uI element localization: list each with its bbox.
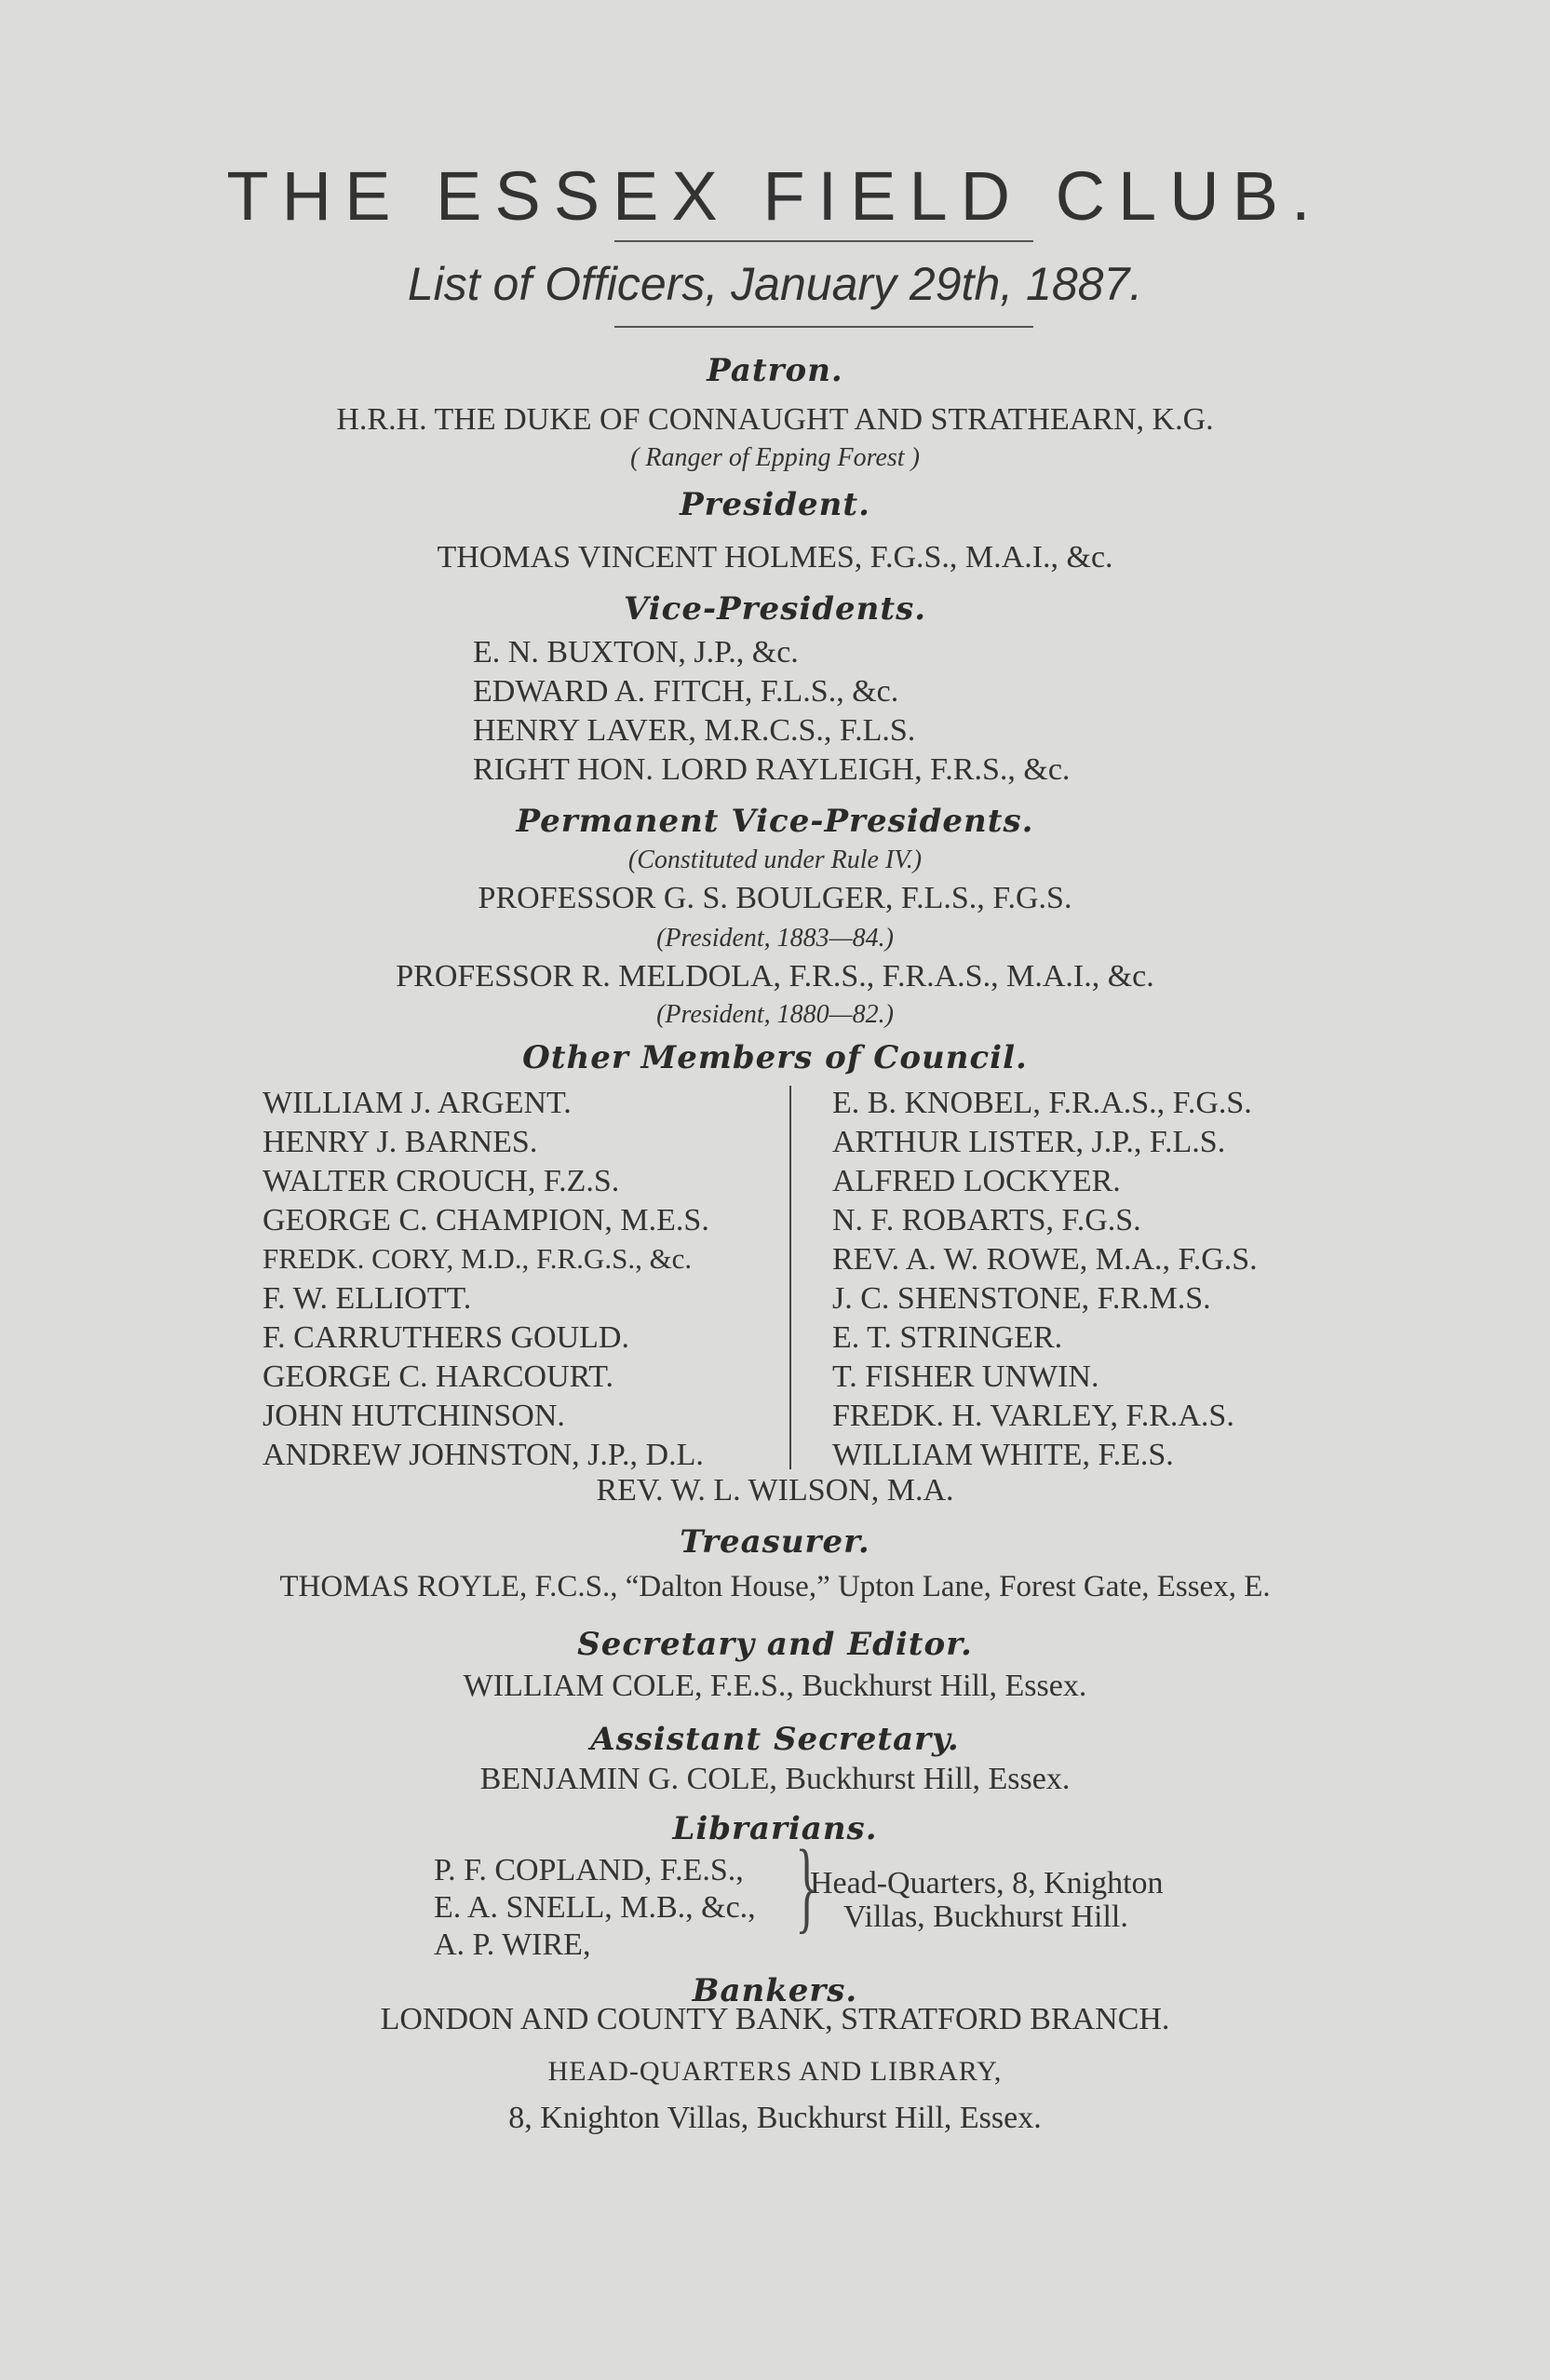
president-heading: President. — [680, 486, 870, 523]
vice-president-name: E. N. BUXTON, J.P., &c. — [473, 635, 799, 669]
permanent-vice-president-term: (President, 1883—84.) — [656, 924, 894, 953]
vice-president-name: RIGHT HON. LORD RAYLEIGH, F.R.S., &c. — [473, 752, 1071, 787]
secretary-heading: Secretary and Editor. — [577, 1626, 973, 1663]
council-member-right: REV. A. W. ROWE, M.A., F.G.S. — [832, 1242, 1258, 1277]
council-column-divider — [789, 1086, 791, 1469]
page-subtitle: List of Officers, January 29th, 1887. — [407, 258, 1143, 310]
council-heading: Other Members of Council. — [522, 1039, 1028, 1076]
council-member-left: GEORGE C. HARCOURT. — [263, 1359, 614, 1394]
council-member-left: WILLIAM J. ARGENT. — [263, 1086, 572, 1120]
bankers-text: LONDON AND COUNTY BANK, STRATFORD BRANCH. — [380, 2002, 1170, 2036]
secretary-text: WILLIAM COLE, F.E.S., Buckhurst Hill, Essex. — [463, 1669, 1087, 1703]
council-member-last: REV. W. L. WILSON, M.A. — [596, 1473, 954, 1508]
council-member-right: E. T. STRINGER. — [832, 1320, 1063, 1355]
council-member-left: FREDK. CORY, M.D., F.R.G.S., &c. — [263, 1242, 693, 1275]
council-member-right: T. FISHER UNWIN. — [832, 1359, 1099, 1394]
vice-president-name: HENRY LAVER, M.R.C.S., F.L.S. — [473, 713, 916, 748]
title-rule-top — [614, 240, 1033, 242]
title-rule-bottom — [614, 326, 1033, 328]
permanent-vice-president-term: (President, 1880—82.) — [656, 1000, 894, 1029]
vice-president-name: EDWARD A. FITCH, F.L.S., &c. — [473, 674, 899, 709]
council-member-left: F. CARRUTHERS GOULD. — [263, 1320, 629, 1355]
patron-note: ( Ranger of Epping Forest ) — [630, 443, 920, 472]
council-member-right: WILLIAM WHITE, F.E.S. — [832, 1438, 1174, 1472]
permanent-vice-president-name: PROFESSOR G. S. BOULGER, F.L.S., F.G.S. — [478, 881, 1072, 915]
librarians-brace: } — [795, 1829, 818, 1942]
council-member-left: ANDREW JOHNSTON, J.P., D.L. — [263, 1438, 704, 1472]
permanent-vice-presidents-heading: Permanent Vice-Presidents. — [516, 803, 1034, 840]
president-name: THOMAS VINCENT HOLMES, F.G.S., M.A.I., &c. — [437, 540, 1113, 575]
librarian-name: A. P. WIRE, — [434, 1927, 591, 1962]
council-member-right: ARTHUR LISTER, J.P., F.L.S. — [832, 1125, 1226, 1159]
librarian-name: P. F. COPLAND, F.E.S., — [434, 1853, 744, 1887]
assistant-secretary-heading: Assistant Secretary. — [590, 1721, 960, 1758]
treasurer-heading: Treasurer. — [680, 1523, 870, 1561]
council-member-left: JOHN HUTCHINSON. — [263, 1399, 565, 1433]
librarian-name: E. A. SNELL, M.B., &c., — [434, 1890, 756, 1925]
council-member-right: J. C. SHENSTONE, F.R.M.S. — [832, 1281, 1211, 1316]
council-member-right: N. F. ROBARTS, F.G.S. — [832, 1203, 1141, 1237]
council-member-left: GEORGE C. CHAMPION, M.E.S. — [263, 1203, 709, 1237]
patron-name: H.R.H. THE DUKE OF CONNAUGHT AND STRATHEARN, K.G. — [336, 402, 1214, 437]
permanent-vice-president-name: PROFESSOR R. MELDOLA, F.R.S., F.R.A.S., M.A.I., &c. — [396, 959, 1154, 994]
treasurer-text: THOMAS ROYLE, F.C.S., “Dalton House,” Upton Lane, Forest Gate, Essex, E. — [279, 1570, 1271, 1603]
patron-heading: Patron. — [707, 352, 843, 389]
assistant-secretary-text: BENJAMIN G. COLE, Buckhurst Hill, Essex. — [479, 1762, 1071, 1796]
council-member-right: ALFRED LOCKYER. — [832, 1164, 1121, 1198]
vice-presidents-heading: Vice-Presidents. — [623, 590, 927, 628]
page-title: THE ESSEX FIELD CLUB. — [226, 157, 1324, 235]
permanent-vice-presidents-note: (Constituted under Rule IV.) — [627, 845, 923, 874]
council-member-right: FREDK. H. VARLEY, F.R.A.S. — [832, 1399, 1234, 1433]
librarians-heading: Librarians. — [672, 1810, 878, 1847]
bankers-heading: Bankers. — [692, 1972, 858, 2009]
librarians-address-line-1: Head-Quarters, 8, Knighton — [810, 1866, 1164, 1900]
librarians-address-line-2: Villas, Buckhurst Hill. — [843, 1900, 1128, 1934]
headquarters-heading: HEAD-QUARTERS AND LIBRARY, — [547, 2056, 1003, 2087]
council-member-left: WALTER CROUCH, F.Z.S. — [263, 1164, 620, 1198]
headquarters-address: 8, Knighton Villas, Buckhurst Hill, Essex. — [508, 2101, 1042, 2135]
council-member-right: E. B. KNOBEL, F.R.A.S., F.G.S. — [832, 1086, 1252, 1120]
council-member-left: F. W. ELLIOTT. — [263, 1281, 472, 1316]
council-member-left: HENRY J. BARNES. — [263, 1125, 538, 1159]
